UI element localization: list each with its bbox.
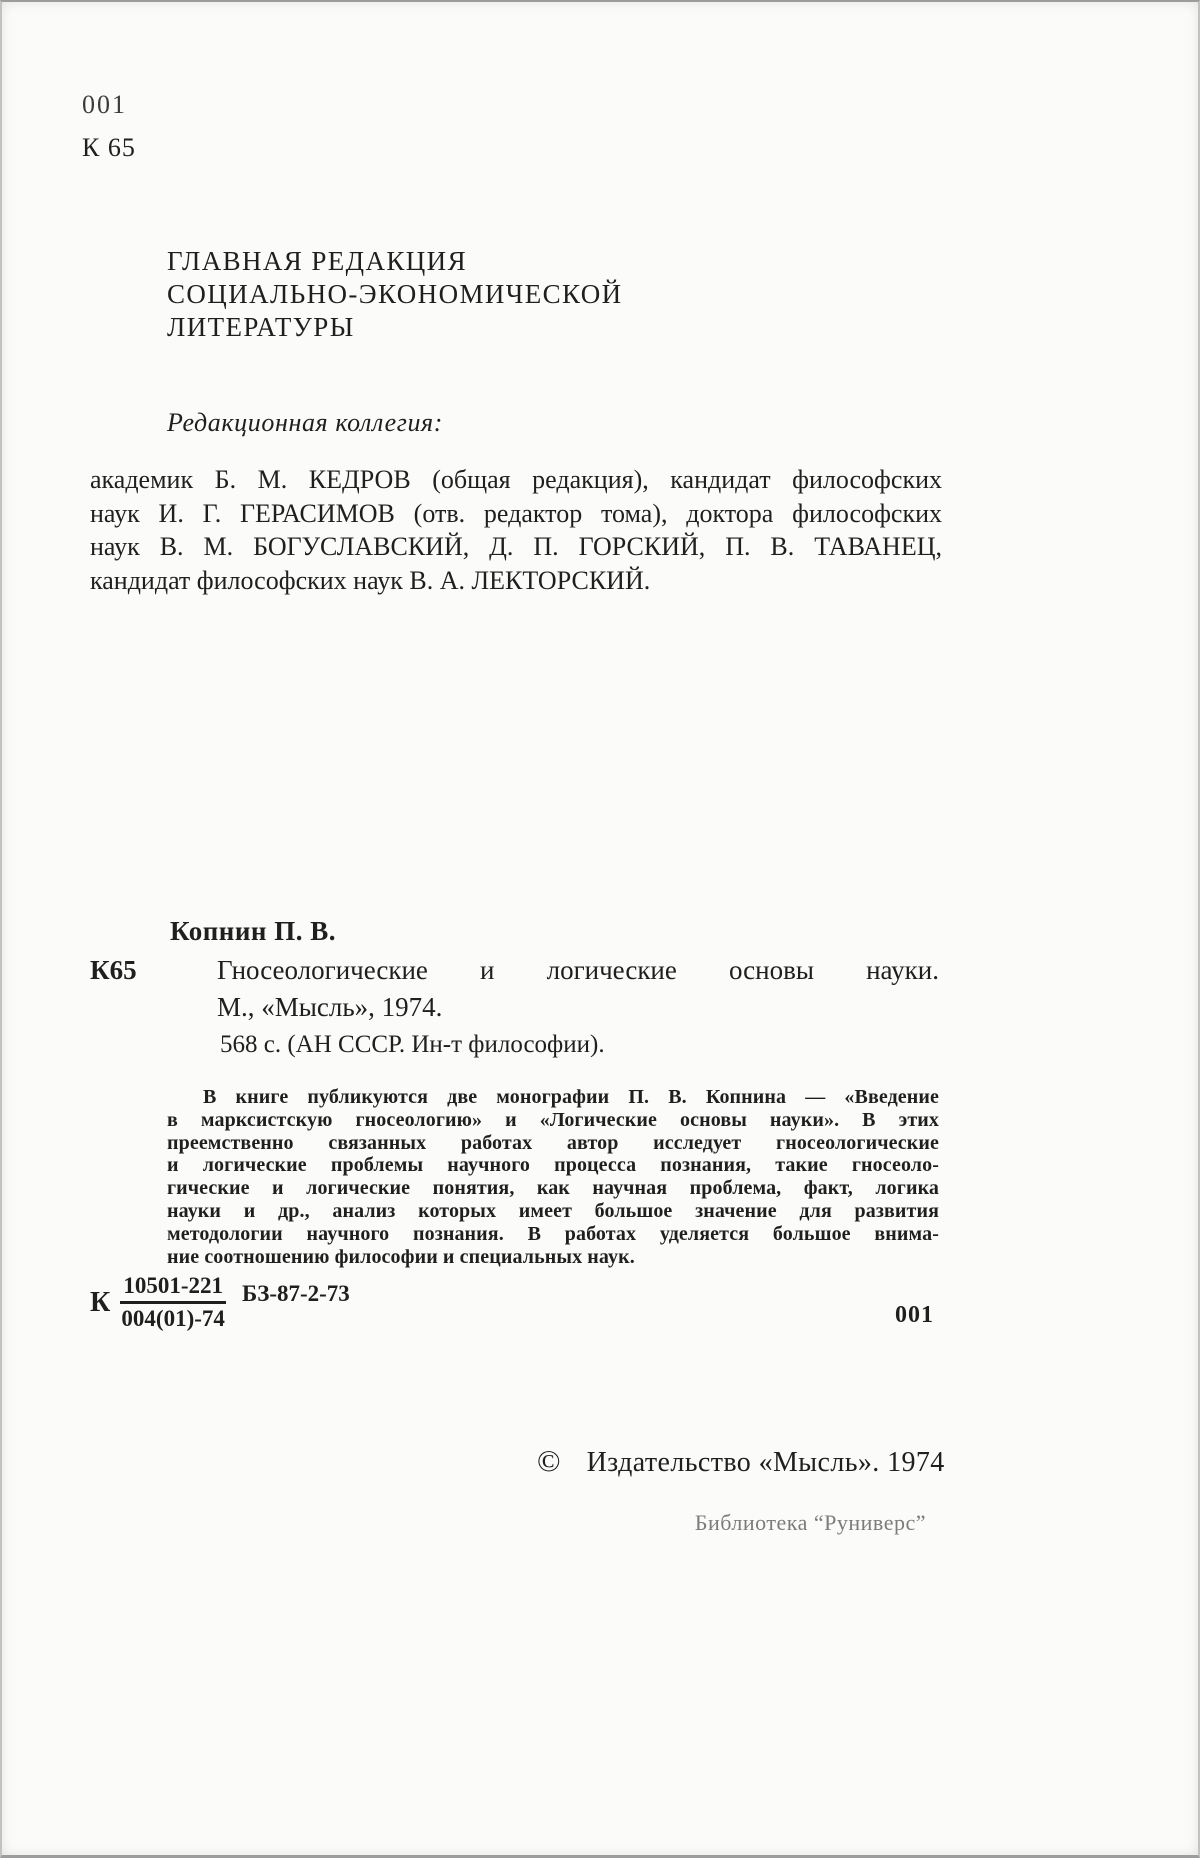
annotation-line: преемственно связанных работах автор исследует гносеологические [167, 1131, 939, 1154]
editorial-board-paragraph [90, 463, 942, 597]
publisher-line: ГЛАВНАЯ РЕДАКЦИЯ [167, 246, 467, 276]
catalog-code-numerator: 10501-221 [120, 1272, 226, 1304]
catalog-code-suffix: БЗ-87-2-73 [241, 1280, 350, 1306]
editorial-line: кандидат философских наук В. А. ЛЕКТОРСКИЙ. [90, 565, 651, 595]
editorial-line: наук В. М. БОГУСЛАВСКИЙ, Д. П. ГОРСКИЙ, П. В. ТАВАНЕЦ, [90, 532, 942, 561]
annotation-line: гические и логические понятия, как научная проблема, факт, логика [167, 1177, 939, 1200]
inventory-stamp: 001 [82, 90, 127, 119]
copyright-icon: © [537, 1443, 561, 1478]
catalog-imprint: М., «Мысль», 1974. [217, 992, 443, 1022]
editorial-line: академик Б. М. КЕДРОВ (общая редакция), кандидат философских [90, 465, 942, 494]
library-watermark: Библиотека “Руниверс” [694, 1510, 926, 1535]
annotation-line: В книге публикуются две монографии П. В. Копнина — «Введение [203, 1086, 939, 1108]
catalog-code [90, 1272, 350, 1333]
catalog-code-denominator: 004(01)-74 [121, 1306, 225, 1331]
catalog-code-fraction [120, 1272, 226, 1333]
book-annotation [167, 1086, 939, 1268]
catalog-code-prefix: К [90, 1286, 111, 1318]
annotation-line: ние соотношению философии и специальных наук. [167, 1245, 635, 1268]
catalog-title: Гносеологические и логические основы науки. [217, 955, 939, 985]
annotation-line: методологии научного познания. В работах уделяется большое внима- [167, 1222, 939, 1245]
publisher-line: ЛИТЕРАТУРЫ [167, 312, 355, 342]
catalog-author: Копнин П. В. [170, 916, 336, 946]
catalog-index: К65 [90, 955, 137, 985]
annotation-line: науки и др., анализ которых имеет большое значение для развития [167, 1199, 939, 1222]
annotation-line: в марксистскую гносеологию» и «Логические основы науки». В этих [167, 1108, 939, 1131]
publisher-line: СОЦИАЛЬНО-ЭКОНОМИЧЕСКОЙ [167, 279, 623, 309]
catalog-collation: 568 с. (АН СССР. Ин-т философии). [220, 1031, 605, 1058]
copyright-text: Издательство «Мысль». 1974 [586, 1447, 945, 1478]
publisher-heading [167, 245, 623, 344]
annotation-line: и логические проблемы научного процесса познания, такие гносеоло- [167, 1154, 939, 1177]
copyright-line [537, 1443, 945, 1479]
shelf-code-stamp: К 65 [82, 133, 136, 162]
editorial-board-heading: Редакционная коллегия: [167, 408, 444, 437]
editorial-line: наук И. Г. ГЕРАСИМОВ (отв. редактор тома), доктора философских [90, 498, 942, 528]
page-number: 001 [895, 1302, 934, 1328]
